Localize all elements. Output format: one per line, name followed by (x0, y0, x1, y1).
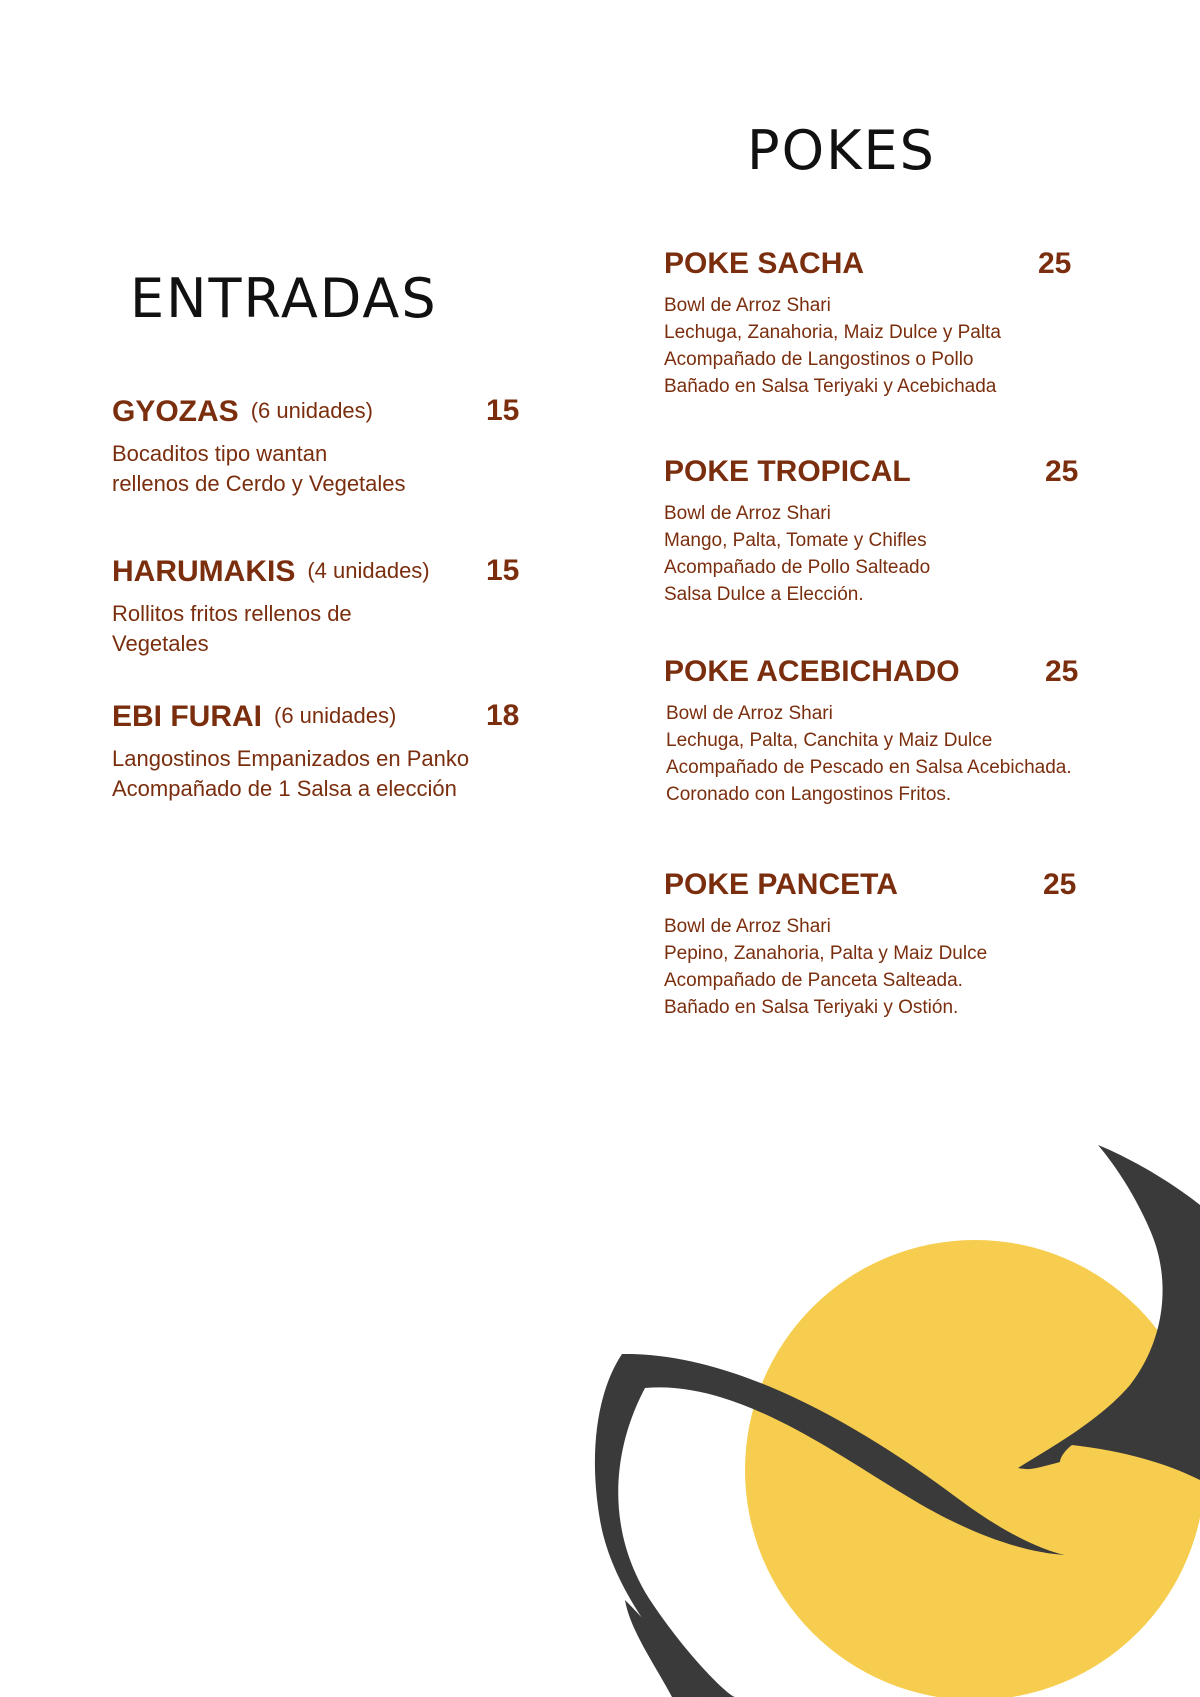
description-line: Bowl de Arroz Shari (664, 503, 831, 524)
item-description (112, 439, 522, 499)
entradas-title: ENTRADAS (130, 267, 438, 330)
description-line: Coronado con Langostinos Fritos. (666, 784, 952, 805)
description-line: Acompañado de Panceta Salteada. (664, 970, 963, 991)
item-quantity: (4 unidades) (307, 558, 430, 583)
item-price: 15 (486, 554, 520, 587)
description-line: Rollitos fritos rellenos de (112, 601, 352, 626)
item-name: POKE TROPICAL (664, 455, 911, 488)
item-price: 15 (486, 394, 520, 427)
item-name: POKE PANCETA (664, 868, 898, 901)
item-price: 25 (1045, 455, 1079, 488)
item-description (112, 599, 522, 659)
menu-item-gyozas (112, 393, 522, 499)
menu-item-harumakis (112, 553, 522, 659)
menu-item-poke-sacha (664, 246, 1104, 400)
description-line: Acompañado de Pollo Salteado (664, 557, 931, 578)
item-description (666, 700, 1114, 808)
item-description (664, 913, 1104, 1021)
item-name: EBI FURAI (6 unidades) (112, 700, 397, 733)
description-line: Bowl de Arroz Shari (666, 703, 833, 724)
swoosh-bottom-tail (625, 1600, 700, 1697)
item-quantity: (6 unidades) (250, 398, 373, 423)
description-line: Langostinos Empanizados en Panko (112, 746, 470, 771)
item-price: 25 (1043, 868, 1077, 901)
item-name: POKE SACHA (664, 247, 865, 280)
item-price: 18 (486, 699, 520, 732)
item-name: GYOZAS (6 unidades) (112, 395, 373, 428)
description-line: Salsa Dulce a Elección. (664, 584, 864, 605)
description-line: Pepino, Zanahoria, Palta y Maiz Dulce (664, 943, 988, 964)
menu-item-poke-acebichado (664, 654, 1114, 808)
pokes-title: POKES (747, 119, 936, 182)
description-line: Bocaditos tipo wantan (112, 441, 328, 466)
item-description (112, 744, 522, 804)
yellow-circle (745, 1240, 1200, 1697)
item-quantity: (6 unidades) (274, 703, 397, 728)
description-line: Acompañado de Pescado en Salsa Acebichada. (666, 757, 1072, 778)
description-line: Bañado en Salsa Teriyaki y Acebichada (664, 376, 997, 397)
description-line: Vegetales (112, 631, 209, 656)
item-description (664, 292, 1104, 400)
description-line: Lechuga, Zanahoria, Maiz Dulce y Palta (664, 322, 1001, 343)
description-line: Bowl de Arroz Shari (664, 916, 831, 937)
item-price: 25 (1045, 655, 1079, 688)
menu-item-poke-tropical (664, 454, 1104, 608)
description-line: Acompañado de Langostinos o Pollo (664, 349, 974, 370)
description-line: Mango, Palta, Tomate y Chifles (664, 530, 927, 551)
description-line: rellenos de Cerdo y Vegetales (112, 471, 406, 496)
item-price: 25 (1038, 247, 1072, 280)
menu-item-ebi-furai (112, 698, 522, 804)
description-line: Bañado en Salsa Teriyaki y Ostión. (664, 997, 959, 1018)
description-line: Acompañado de 1 Salsa a elección (112, 776, 457, 801)
item-name: HARUMAKIS (4 unidades) (112, 555, 430, 588)
description-line: Lechuga, Palta, Canchita y Maiz Dulce (666, 730, 993, 751)
item-name: POKE ACEBICHADO (664, 655, 960, 688)
menu-item-poke-panceta (664, 867, 1104, 1021)
item-description (664, 500, 1104, 608)
description-line: Bowl de Arroz Shari (664, 295, 831, 316)
